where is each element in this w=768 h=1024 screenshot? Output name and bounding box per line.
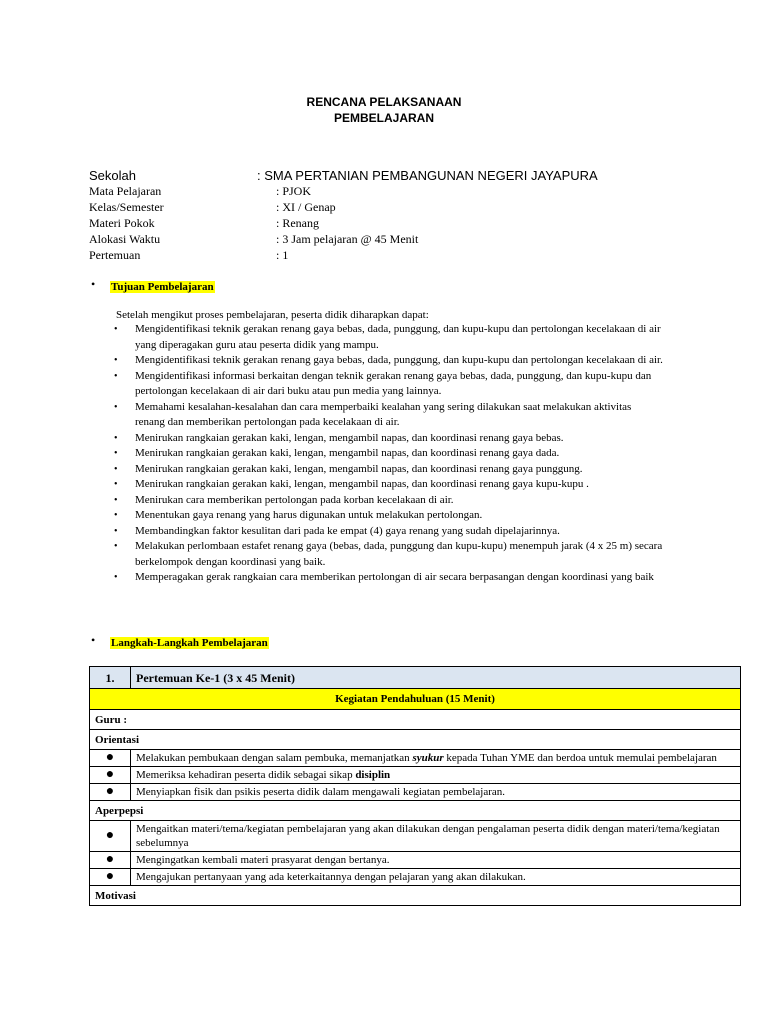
activity-header-row <box>90 689 741 710</box>
meeting-number: 1. <box>90 667 131 689</box>
list-item <box>0 353 663 369</box>
bullet-dot: ● <box>90 767 131 784</box>
orientation-item-1-text: Melakukan pembukaan dengan salam pembuka, memanjatkan <box>136 752 413 764</box>
list-item <box>0 477 663 493</box>
list-bullet: • <box>114 370 118 382</box>
list-item <box>0 369 663 400</box>
meta-value-topic: : Renang <box>276 216 319 230</box>
list-item <box>0 462 663 478</box>
bullet-dot: ● <box>90 869 131 886</box>
list-item-text: Menirukan rangkaian gerakan kaki, lengan, mengambil napas, dan koordinasi renang gaya kupu-kupu . <box>135 478 589 490</box>
list-item-text: Menentukan gaya renang yang harus digunakan untuk melakukan pertolongan. <box>135 509 483 521</box>
table-header-row <box>90 667 741 689</box>
list-item-text: Mengidentifikasi teknik gerakan renang gaya bebas, dada, punggung, dan kupu-kupu dan pertolongan kecelakaan di air. <box>135 354 663 366</box>
apperception-item-2: Mengingatkan kembali materi prasyarat dengan bertanya. <box>131 852 741 869</box>
list-item <box>0 431 663 447</box>
lesson-steps-table <box>89 666 741 906</box>
document-title-line-2: PEMBELAJARAN <box>333 111 434 125</box>
list-item-text: Mengidentifikasi teknik gerakan renang gaya bebas, dada, punggung, dan kupu-kupu dan pertolongan kecelakaan di air yang diperagakan guru atau peserta didik yang mampu. <box>135 323 661 351</box>
list-bullet: • <box>114 355 118 366</box>
meta-value-class: : XI / Genap <box>276 200 336 214</box>
objectives-list <box>0 322 768 586</box>
list-bullet: • <box>114 494 118 506</box>
section-heading-steps-text: Langkah-Langkah Pembelajaran <box>111 637 268 649</box>
orientation-item-1-emphasis: syukur <box>412 752 444 764</box>
list-item-text: Mengidentifikasi informasi berkaitan dengan teknik gerakan renang gaya bebas, dada, punggung, dan kupu-kupu dan pertolongan kecelakaan di air dari buku atau pun media yang lainnya. <box>135 369 652 397</box>
bullet-dot: ● <box>90 821 131 852</box>
section-bullet: • <box>91 277 96 291</box>
list-item <box>0 508 663 524</box>
orientation-item-1 <box>131 750 741 767</box>
table-row <box>90 730 741 750</box>
meta-value-subject: : PJOK <box>276 184 312 198</box>
meta-value-time: : 3 Jam pelajaran @ 45 Menit <box>276 232 419 246</box>
teacher-label: Guru : <box>90 710 741 730</box>
table-row <box>90 821 741 852</box>
table-row <box>90 750 741 767</box>
meta-label-topic: Materi Pokok <box>89 216 155 230</box>
list-bullet: • <box>114 432 118 444</box>
list-item <box>0 539 663 570</box>
bullet-dot: ● <box>90 852 131 869</box>
list-item-text: Menirukan rangkaian gerakan kaki, lengan, mengambil napas, dan koordinasi renang gaya punggung. <box>135 462 583 475</box>
list-item <box>0 493 663 509</box>
meta-label-class: Kelas/Semester <box>89 200 164 214</box>
list-item <box>0 322 663 353</box>
apperception-label: Aperpepsi <box>90 801 741 821</box>
list-item-text: Menirukan rangkaian gerakan kaki, lengan, mengambil napas, dan koordinasi renang gaya dada. <box>135 447 560 459</box>
motivation-label: Motivasi <box>90 886 741 906</box>
objectives-intro: Setelah mengikut proses pembelajaran, peserta didik diharapkan dapat: <box>116 309 429 321</box>
list-item <box>0 524 663 540</box>
apperception-item-1: Mengaitkan materi/tema/kegiatan pembelajaran yang akan dilakukan dengan pengalaman peserta didik dengan materi/tema/kegiatan sebelumnya <box>131 821 741 852</box>
list-item <box>0 570 663 586</box>
orientation-item-1-text-end: kepada Tuhan YME dan berdoa untuk memulai pembelajaran <box>443 752 717 764</box>
list-item-text: Memahami kesalahan-kesalahan dan cara memperbaiki kealahan yang sering dilakukan saat melakukan aktivitas renang dan memberikan pertolongan pada kecelakaan di air. <box>135 400 632 428</box>
meta-value-meeting: : 1 <box>276 248 289 262</box>
orientation-item-2-emphasis: disiplin <box>355 769 391 781</box>
list-item <box>0 400 663 431</box>
list-bullet: • <box>114 479 118 490</box>
section-heading-objectives-text: Tujuan Pembelajaran <box>111 281 214 293</box>
list-bullet: • <box>114 324 118 335</box>
document-title-line-1: RENCANA PELAKSANAAN <box>306 95 462 109</box>
meta-label-school: Sekolah <box>89 168 136 183</box>
list-item-text: Menirukan cara memberikan pertolongan pada korban kecelakaan di air. <box>135 493 454 506</box>
list-bullet: • <box>114 541 118 552</box>
bullet-dot: ● <box>90 750 131 767</box>
table-row <box>90 784 741 801</box>
section-heading-steps <box>110 633 269 651</box>
orientation-item-2-text: Memeriksa kehadiran peserta didik sebagai sikap <box>136 769 356 781</box>
activity-title: Kegiatan Pendahuluan (15 Menit) <box>90 689 741 710</box>
list-bullet: • <box>114 448 118 459</box>
meta-label-time: Alokasi Waktu <box>89 232 161 246</box>
list-bullet: • <box>114 463 118 475</box>
orientation-label: Orientasi <box>90 730 741 750</box>
orientation-item-2 <box>131 767 741 784</box>
list-item-text: Melakukan perlombaan estafet renang gaya (bebas, dada, punggung dan kupu-kupu) menempuh jarak (4 x 25 m) secara berkelompok dengan koordinasi yang baik. <box>135 540 663 568</box>
list-item <box>0 446 663 462</box>
list-item-text: Membandingkan faktor kesulitan dari pada ke empat (4) gaya renang yang sudah dipelajarinnya. <box>135 524 560 537</box>
table-row <box>90 801 741 821</box>
section-bullet: • <box>91 633 96 647</box>
bullet-dot: ● <box>90 784 131 801</box>
list-bullet: • <box>114 572 118 583</box>
table-row <box>90 767 741 784</box>
table-row <box>90 710 741 730</box>
section-heading-objectives <box>110 277 215 295</box>
orientation-item-3: Menyiapkan fisik dan psikis peserta didik dalam mengawali kegiatan pembelajaran. <box>131 784 741 801</box>
list-item-text: Menirukan rangkaian gerakan kaki, lengan, mengambil napas, dan koordinasi renang gaya bebas. <box>135 431 564 444</box>
apperception-item-3: Mengajukan pertanyaan yang ada keterkaitannya dengan pelajaran yang akan dilakukan. <box>131 869 741 886</box>
list-bullet: • <box>114 525 118 537</box>
meeting-title: Pertemuan Ke-1 (3 x 45 Menit) <box>131 667 741 689</box>
table-row <box>90 852 741 869</box>
list-bullet: • <box>114 401 118 413</box>
list-bullet: • <box>114 510 118 521</box>
list-item-text: Memperagakan gerak rangkaian cara memberikan pertolongan di air secara berpasangan dengan koordinasi yang baik <box>135 571 654 583</box>
meta-value-school: : SMA PERTANIAN PEMBANGUNAN NEGERI JAYAPURA <box>257 168 598 183</box>
table-row <box>90 886 741 906</box>
meta-label-meeting: Pertemuan <box>89 248 141 262</box>
table-row <box>90 869 741 886</box>
meta-label-subject: Mata Pelajaran <box>89 184 162 198</box>
